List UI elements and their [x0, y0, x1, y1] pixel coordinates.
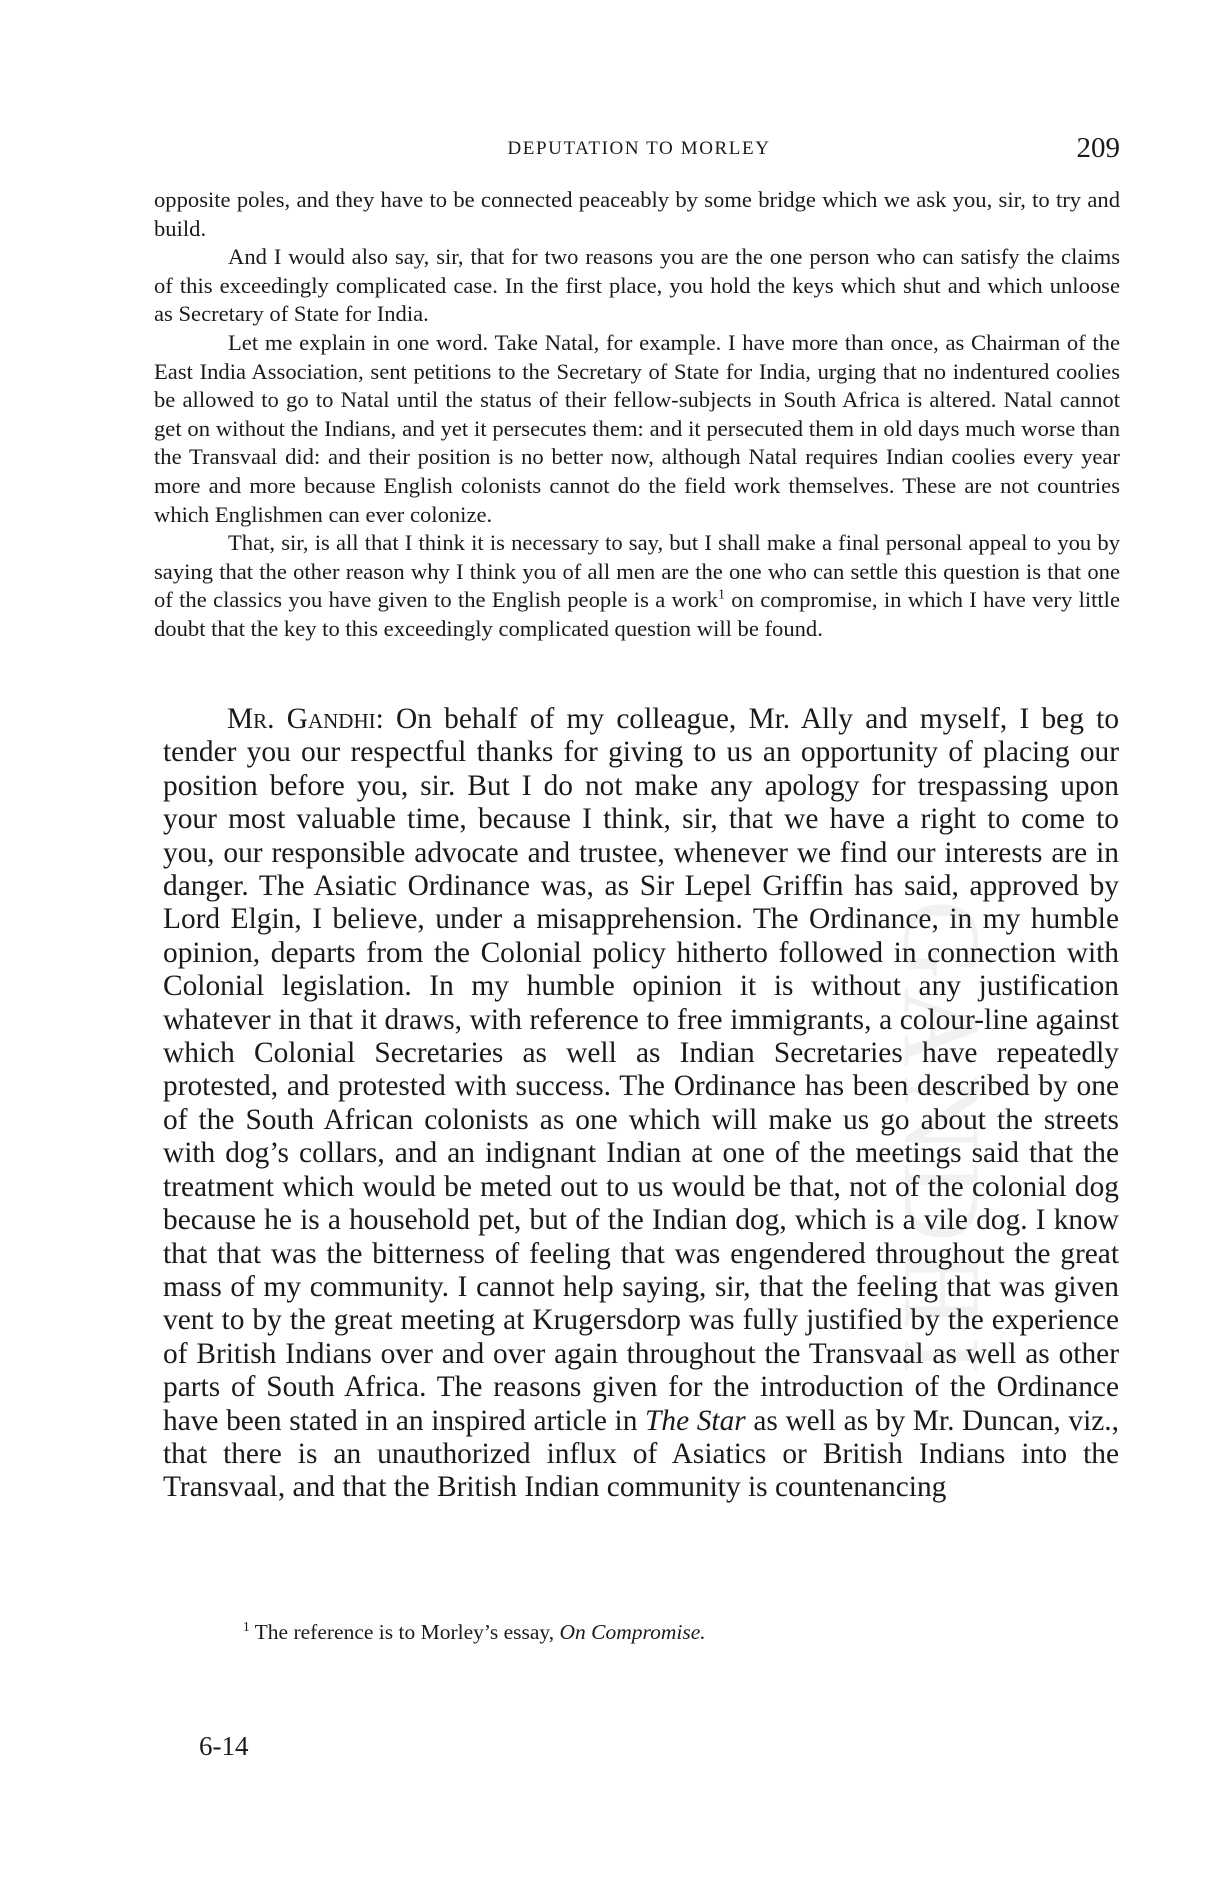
footnote-marker: 1 [243, 1618, 250, 1634]
paragraph: opposite poles, and they have to be connected peaceably by some bridge which we ask you, sir, to try and build. [154, 187, 1120, 241]
speaker-name: Mr. Gandhi [227, 703, 376, 735]
running-title: DEPUTATION TO MORLEY [507, 138, 771, 159]
footnote [243, 1620, 706, 1645]
paragraph-text: That, sir, is all that I think it is necessary to say, but I shall make a final personal appeal to you by saying that the other reason why I think you of all men are the one who can settle this question is that one of the classics you have given to the English people is a work [154, 530, 1120, 613]
footnote-text: The reference is to Morley’s essay, [249, 1620, 560, 1644]
paragraph: And I would also say, sir, that for two reasons you are the one person who can satisfy the claims of this exceedingly complicated case. In the first place, you hold the keys which shut and which unloose as Secretary of State for India. [154, 244, 1120, 327]
quoted-speech-block [154, 186, 1120, 644]
watermark-text: GANDHI [881, 900, 1003, 1382]
footnote-italic-title: On Compromise. [559, 1620, 706, 1644]
paragraph [154, 529, 1120, 643]
page-number: 209 [1076, 132, 1120, 164]
speaker-separator: : [375, 703, 397, 735]
speech-text: On behalf of my colleague, Mr. Ally and myself, I beg to tender you our respectful thanks for giving to us an opportunity of placing our position before you, sir. But I do not make any apology for trespassing upon your most valuable time, because I think, sir, that we have a right to come to you, our responsible advocate and trustee, whenever we find our interests are in danger. The Asiatic Ordinance was, as Sir Lepel Griffin has said, approved by Lord Elgin, I believe, under a misapprehension. The Ordinance, in my humble opinion, departs from the Colonial policy hitherto followed in connection with Colonial legislation. In my humble opinion it is without any justification whatever in that it draws, with reference to free immigrants, a colour-line against which Colonial Secretaries as well as Indian Secretaries have repeatedly protested, and protested with success. The Ordinance has been described by one of the South African colonists as one which will make us go about the streets with dog’s collars, and an indignant Indian at one of the meetings said that the treatment which would be meted out to us would be that, not of the colonial dog because he is a household pet, but of the Indian dog, which is a vile dog. I know that that was the bitterness of feeling that was engendered throughout the great mass of my community. I cannot help saying, sir, that the feeling that was given vent to by the great meeting at Krugersdorp was fully justified by the experience of British Indians over and over again throughout the Transvaal as well as other parts of South Africa. The reasons given for the introduction of the Ordinance have been stated in an inspired article in [163, 703, 1120, 1437]
newspaper-title: The Star [645, 1404, 746, 1437]
main-speech-block [163, 703, 1119, 1505]
footnote-reference[interactable]: 1 [717, 587, 725, 603]
speech-paragraph [163, 703, 1119, 1505]
paragraph-text: on compromise, in which I have very little doubt that the key to this exceedingly complicated question will be found. [154, 587, 1120, 641]
paragraph: Let me explain in one word. Take Natal, for example. I have more than once, as Chairman of the East India Association, sent petitions to the Secretary of State for India, urging that no indentured coolies be allowed to go to Natal until the status of their fellow-subjects in South Africa is altered. Natal cannot get on without the Indians, and yet it persecutes them: and it persecuted them in old days much worse than the Transvaal did: and their position is no better now, although Natal requires Indian coolies every year more and more because English colonists cannot do the field work themselves. These are not countries which Englishmen can ever colonize. [154, 329, 1120, 527]
speech-text: as well as by Mr. Duncan, viz., that there is an unauthorized influx of Asiatics or British Indians into the Transvaal, and that the British Indian community is countenancing [163, 1404, 1119, 1504]
running-head [158, 132, 1120, 172]
signature-mark: 6-14 [199, 1731, 249, 1761]
